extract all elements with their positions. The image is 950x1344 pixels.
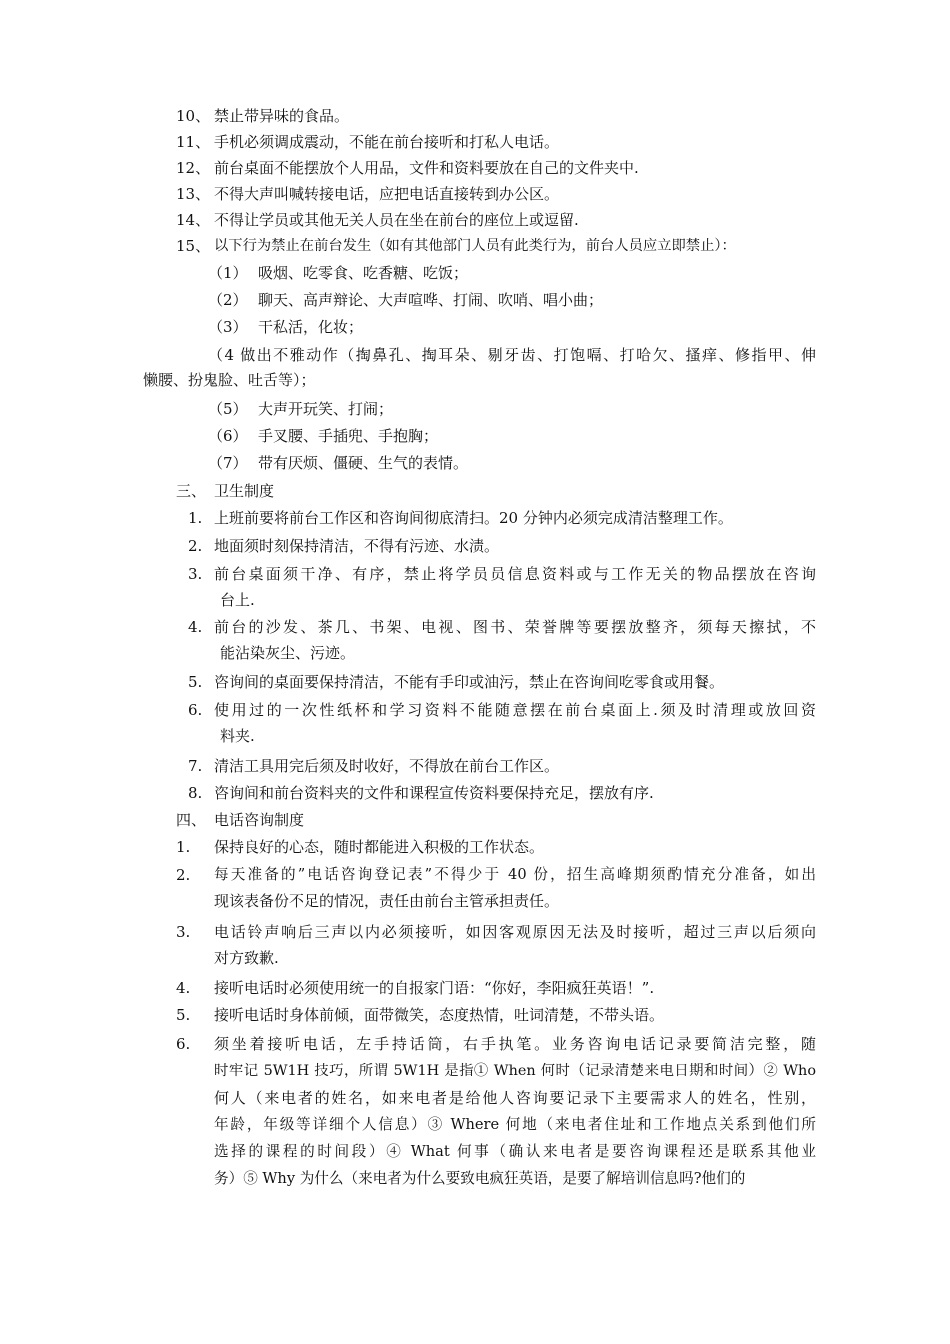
phone-number: 6.	[176, 1035, 191, 1053]
hygiene-text-continued: 台上.	[220, 591, 255, 609]
hygiene-number: 6.	[188, 701, 203, 719]
rule-number: 11、	[176, 133, 211, 151]
forbidden-number: （7）	[208, 454, 248, 472]
hygiene-text: 清洁工具用完后须及时收好，不得放在前台工作区。	[214, 757, 560, 775]
hygiene-number: 5.	[188, 673, 203, 691]
forbidden-text: 聊天、高声辩论、大声喧哗、打闹、吹哨、唱小曲；	[258, 291, 604, 309]
forbidden-number: （5）	[208, 400, 248, 418]
rule-text: 不得让学员或其他无关人员在坐在前台的座位上或逗留.	[214, 211, 579, 229]
phone-text: 接听电话时必须使用统一的自报家门语：“你好，李阳疯狂英语！”.	[214, 979, 655, 997]
phone-number: 3.	[176, 923, 191, 941]
hygiene-number: 4.	[188, 618, 203, 636]
phone-number: 5.	[176, 1006, 191, 1024]
rule-text: 不得大声叫喊转接电话，应把电话直接转到办公区。	[214, 185, 560, 203]
section-number: 四、	[176, 811, 207, 829]
phone-text-continued: 选择的课程的时间段）④ What 何事（确认来电者是要咨询课程还是联系其他业	[214, 1143, 816, 1160]
rule-number: 12、	[176, 159, 211, 177]
phone-text: 每天准备的”电话咨询登记表”不得少于 40 份，招生高峰期须酌情充分准备，如出	[214, 866, 816, 883]
section-number: 三、	[176, 482, 207, 500]
hygiene-number: 7.	[188, 757, 203, 775]
hygiene-number: 8.	[188, 784, 203, 802]
forbidden-text: 带有厌烦、僵硬、生气的表情。	[258, 454, 469, 472]
forbidden-number: （1）	[208, 264, 248, 282]
forbidden-text: （4 做出不雅动作（掏鼻孔、掏耳朵、剔牙齿、打饱嗝、打哈欠、搔痒、修指甲、伸	[208, 346, 816, 364]
phone-text-continued: 何人（来电者的姓名，如来电者是给他人咨询要记录下主要需求人的姓名，性别，	[214, 1089, 816, 1107]
hygiene-text: 咨询间的桌面要保持清洁，不能有手印或油污，禁止在咨询间吃零食或用餐。	[214, 673, 725, 691]
phone-number: 1.	[176, 838, 191, 856]
forbidden-number: （6）	[208, 427, 248, 445]
section-heading: 电话咨询制度	[214, 811, 305, 829]
rule-number: 10、	[176, 107, 211, 125]
hygiene-text-continued: 能沾染灰尘、污迹。	[220, 644, 356, 662]
phone-text: 须坐着接听电话，左手持话筒，右手执笔。业务咨询电话记录要简洁完整，随	[214, 1035, 816, 1053]
phone-text-continued: 对方致歉.	[214, 949, 279, 967]
forbidden-number: （3）	[208, 318, 248, 336]
phone-number: 4.	[176, 979, 191, 997]
phone-text: 保持良好的心态，随时都能进入积极的工作状态。	[214, 838, 545, 856]
forbidden-text: 大声开玩笑、打闹；	[258, 400, 394, 418]
hygiene-number: 3.	[188, 565, 203, 583]
phone-number: 2.	[176, 866, 191, 884]
rule-text: 以下行为禁止在前台发生（如有其他部门人员有此类行为，前台人员应立即禁止）：	[214, 238, 736, 254]
hygiene-text: 使用过的一次性纸杯和学习资料不能随意摆在前台桌面上.须及时清理或放回资	[214, 701, 816, 719]
rule-number: 14、	[176, 211, 211, 229]
forbidden-text: 手叉腰、手插兜、手抱胸；	[258, 427, 439, 445]
phone-text-continued: 务）⑤ Why 为什么（来电者为什么要致电疯狂英语，是要了解培训信息吗?他们的	[214, 1170, 746, 1187]
forbidden-text: 吸烟、吃零食、吃香糖、吃饭；	[258, 264, 469, 282]
hygiene-text: 咨询间和前台资料夹的文件和课程宣传资料要保持充足，摆放有序.	[214, 784, 654, 802]
forbidden-text-continued: 懒腰、扮鬼脸、吐舌等）；	[143, 371, 316, 389]
hygiene-text: 前台桌面须干净、有序，禁止将学员员信息资料或与工作无关的物品摆放在咨询	[214, 565, 816, 583]
hygiene-text: 上班前要将前台工作区和咨询间彻底清扫。20 分钟内必须完成清洁整理工作。	[214, 509, 733, 527]
hygiene-number: 2.	[188, 537, 203, 555]
section-heading: 卫生制度	[214, 482, 275, 500]
rule-number: 13、	[176, 185, 211, 203]
hygiene-number: 1.	[188, 509, 203, 527]
phone-text: 接听电话时身体前倾，面带微笑，态度热情，吐词清楚，不带头语。	[214, 1006, 665, 1024]
phone-text: 电话铃声响后三声以内必须接听，如因客观原因无法及时接听，超过三声以后须向	[214, 923, 816, 941]
hygiene-text: 地面须时刻保持清洁，不得有污迹、水渍。	[214, 537, 500, 555]
rule-text: 前台桌面不能摆放个人用品，文件和资料要放在自己的文件夹中.	[214, 159, 639, 177]
rule-number: 15、	[176, 237, 211, 255]
phone-text-continued: 时牢记 5W1H 技巧，所谓 5W1H 是指① When 何时（记录清楚来电日期和时间）② Who	[214, 1063, 816, 1079]
forbidden-number: （2）	[208, 291, 248, 309]
phone-text-continued: 现该表备份不足的情况，责任由前台主管承担责任。	[214, 892, 560, 910]
hygiene-text: 前台的沙发、茶几、书架、电视、图书、荣誉牌等要摆放整齐，须每天擦拭，不	[214, 618, 816, 636]
forbidden-text: 干私活，化妆；	[258, 318, 364, 336]
hygiene-text-continued: 料夹.	[220, 727, 255, 745]
phone-text-continued: 年龄，年级等详细个人信息）③ Where 何地（来电者住址和工作地点关系到他们所	[214, 1116, 816, 1133]
rule-text: 禁止带异味的食品。	[214, 107, 350, 125]
rule-text: 手机必须调成震动，不能在前台接听和打私人电话。	[214, 133, 560, 151]
